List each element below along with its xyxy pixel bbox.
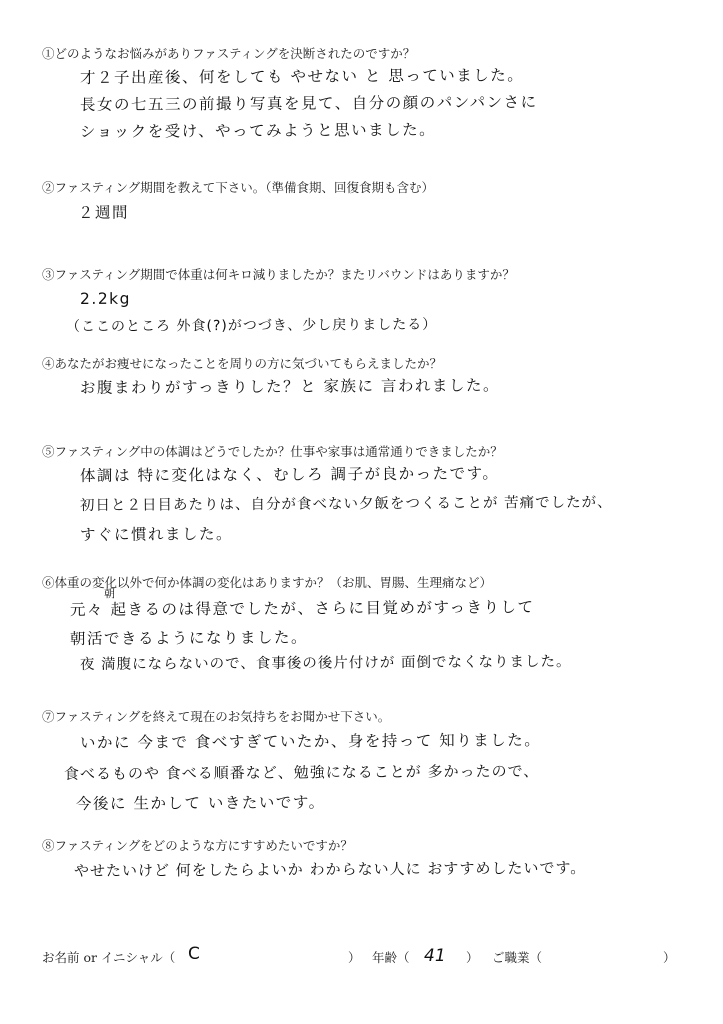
answer-6-line-3: 夜 満腹にならないので、食事後の後片付けが 面倒でなくなりました。 bbox=[79, 653, 572, 673]
question-7-label: ⑦ファスティングを終えて現在のお気持ちをお聞かせ下さい。 bbox=[42, 709, 391, 724]
question-2-label: ②ファスティング期間を教えて下さい。（準備食期、回復食期も含む） bbox=[42, 180, 435, 195]
age-close-paren: ） bbox=[466, 950, 479, 965]
answer-8-line-1: やせたいけど 何をしたらよいか わからない人に おすすめしたいです。 bbox=[73, 858, 587, 880]
answer-6-line-2: 朝活できるようになりました。 bbox=[69, 628, 309, 648]
occupation-close-paren: ） bbox=[663, 950, 676, 965]
answer-1-line-3: ショックを受け、やってみようと思いました。 bbox=[79, 120, 437, 141]
occupation-label: ご職業（ bbox=[492, 950, 543, 965]
answer-7-line-3: 今後に 生かして いきたいです。 bbox=[75, 793, 326, 813]
answer-7-line-2: 食べるものや 食べる順番など、勉強になることが 多かったので、 bbox=[63, 762, 540, 783]
question-3-label: ③ファスティング期間で体重は何キロ減りましたか？またリバウンドはありますか？ bbox=[42, 267, 515, 282]
answer-2-line-1: ２週間 bbox=[77, 203, 130, 222]
age-label: 年齢（ bbox=[372, 950, 410, 965]
answer-7-line-1: いかに 今まで 食べすぎていたか、身を持って 知りました。 bbox=[79, 731, 542, 752]
answer-4-line-1: お腹まわりがすっきりした？と 家族に 言われました。 bbox=[79, 376, 500, 397]
answer-6-line-1: 元々 起きるのは得意でしたが、さらに目覚めがすっきりして bbox=[69, 598, 535, 619]
question-5-label: ⑤ファスティング中の体調はどうでしたか？仕事や家事は通常通りできましたか？ bbox=[42, 444, 503, 459]
question-8-label: ⑧ファスティングをどのような方にすすめたいですか？ bbox=[42, 838, 353, 853]
question-1-label: ①どのようなお悩みがありファスティングを決断されたのですか？ bbox=[42, 46, 416, 61]
answer-6-insert: 朝 bbox=[104, 587, 115, 600]
name-close-paren: ） bbox=[348, 950, 361, 965]
name-value: C bbox=[188, 944, 200, 964]
question-6-label: ⑥体重の変化以外で何か体調の変化はありますか？（お肌、胃腸、生理痛など） bbox=[42, 575, 493, 590]
answer-1-line-2: 長女の七五三の前撮り写真を見て、自分の顔のパンパンさに bbox=[79, 93, 538, 114]
answer-5-line-3: すぐに慣れました。 bbox=[79, 525, 234, 544]
question-4-label: ④あなたがお痩せになったことを周りの方に気づいてもらえましたか？ bbox=[42, 356, 443, 371]
answer-3-line-2: （ここのところ 外食(?)がつづき、少し戻りましたる） bbox=[65, 316, 438, 335]
answer-5-line-2: 初日と２日目あたりは、自分が食べない夕飯をつくることが 苦痛でしたが、 bbox=[79, 494, 613, 514]
answer-1-line-1: 才２子出産後、何をしても やせない と 思っていました。 bbox=[79, 66, 525, 87]
name-label: お名前 or イニシャル（ bbox=[42, 950, 176, 965]
age-value: 41 bbox=[424, 946, 446, 966]
answer-5-line-1: 体調は 特に変化はなく、むしろ 調子が良かったです。 bbox=[79, 464, 500, 485]
answer-3-line-1: 2.2kg bbox=[79, 289, 132, 308]
